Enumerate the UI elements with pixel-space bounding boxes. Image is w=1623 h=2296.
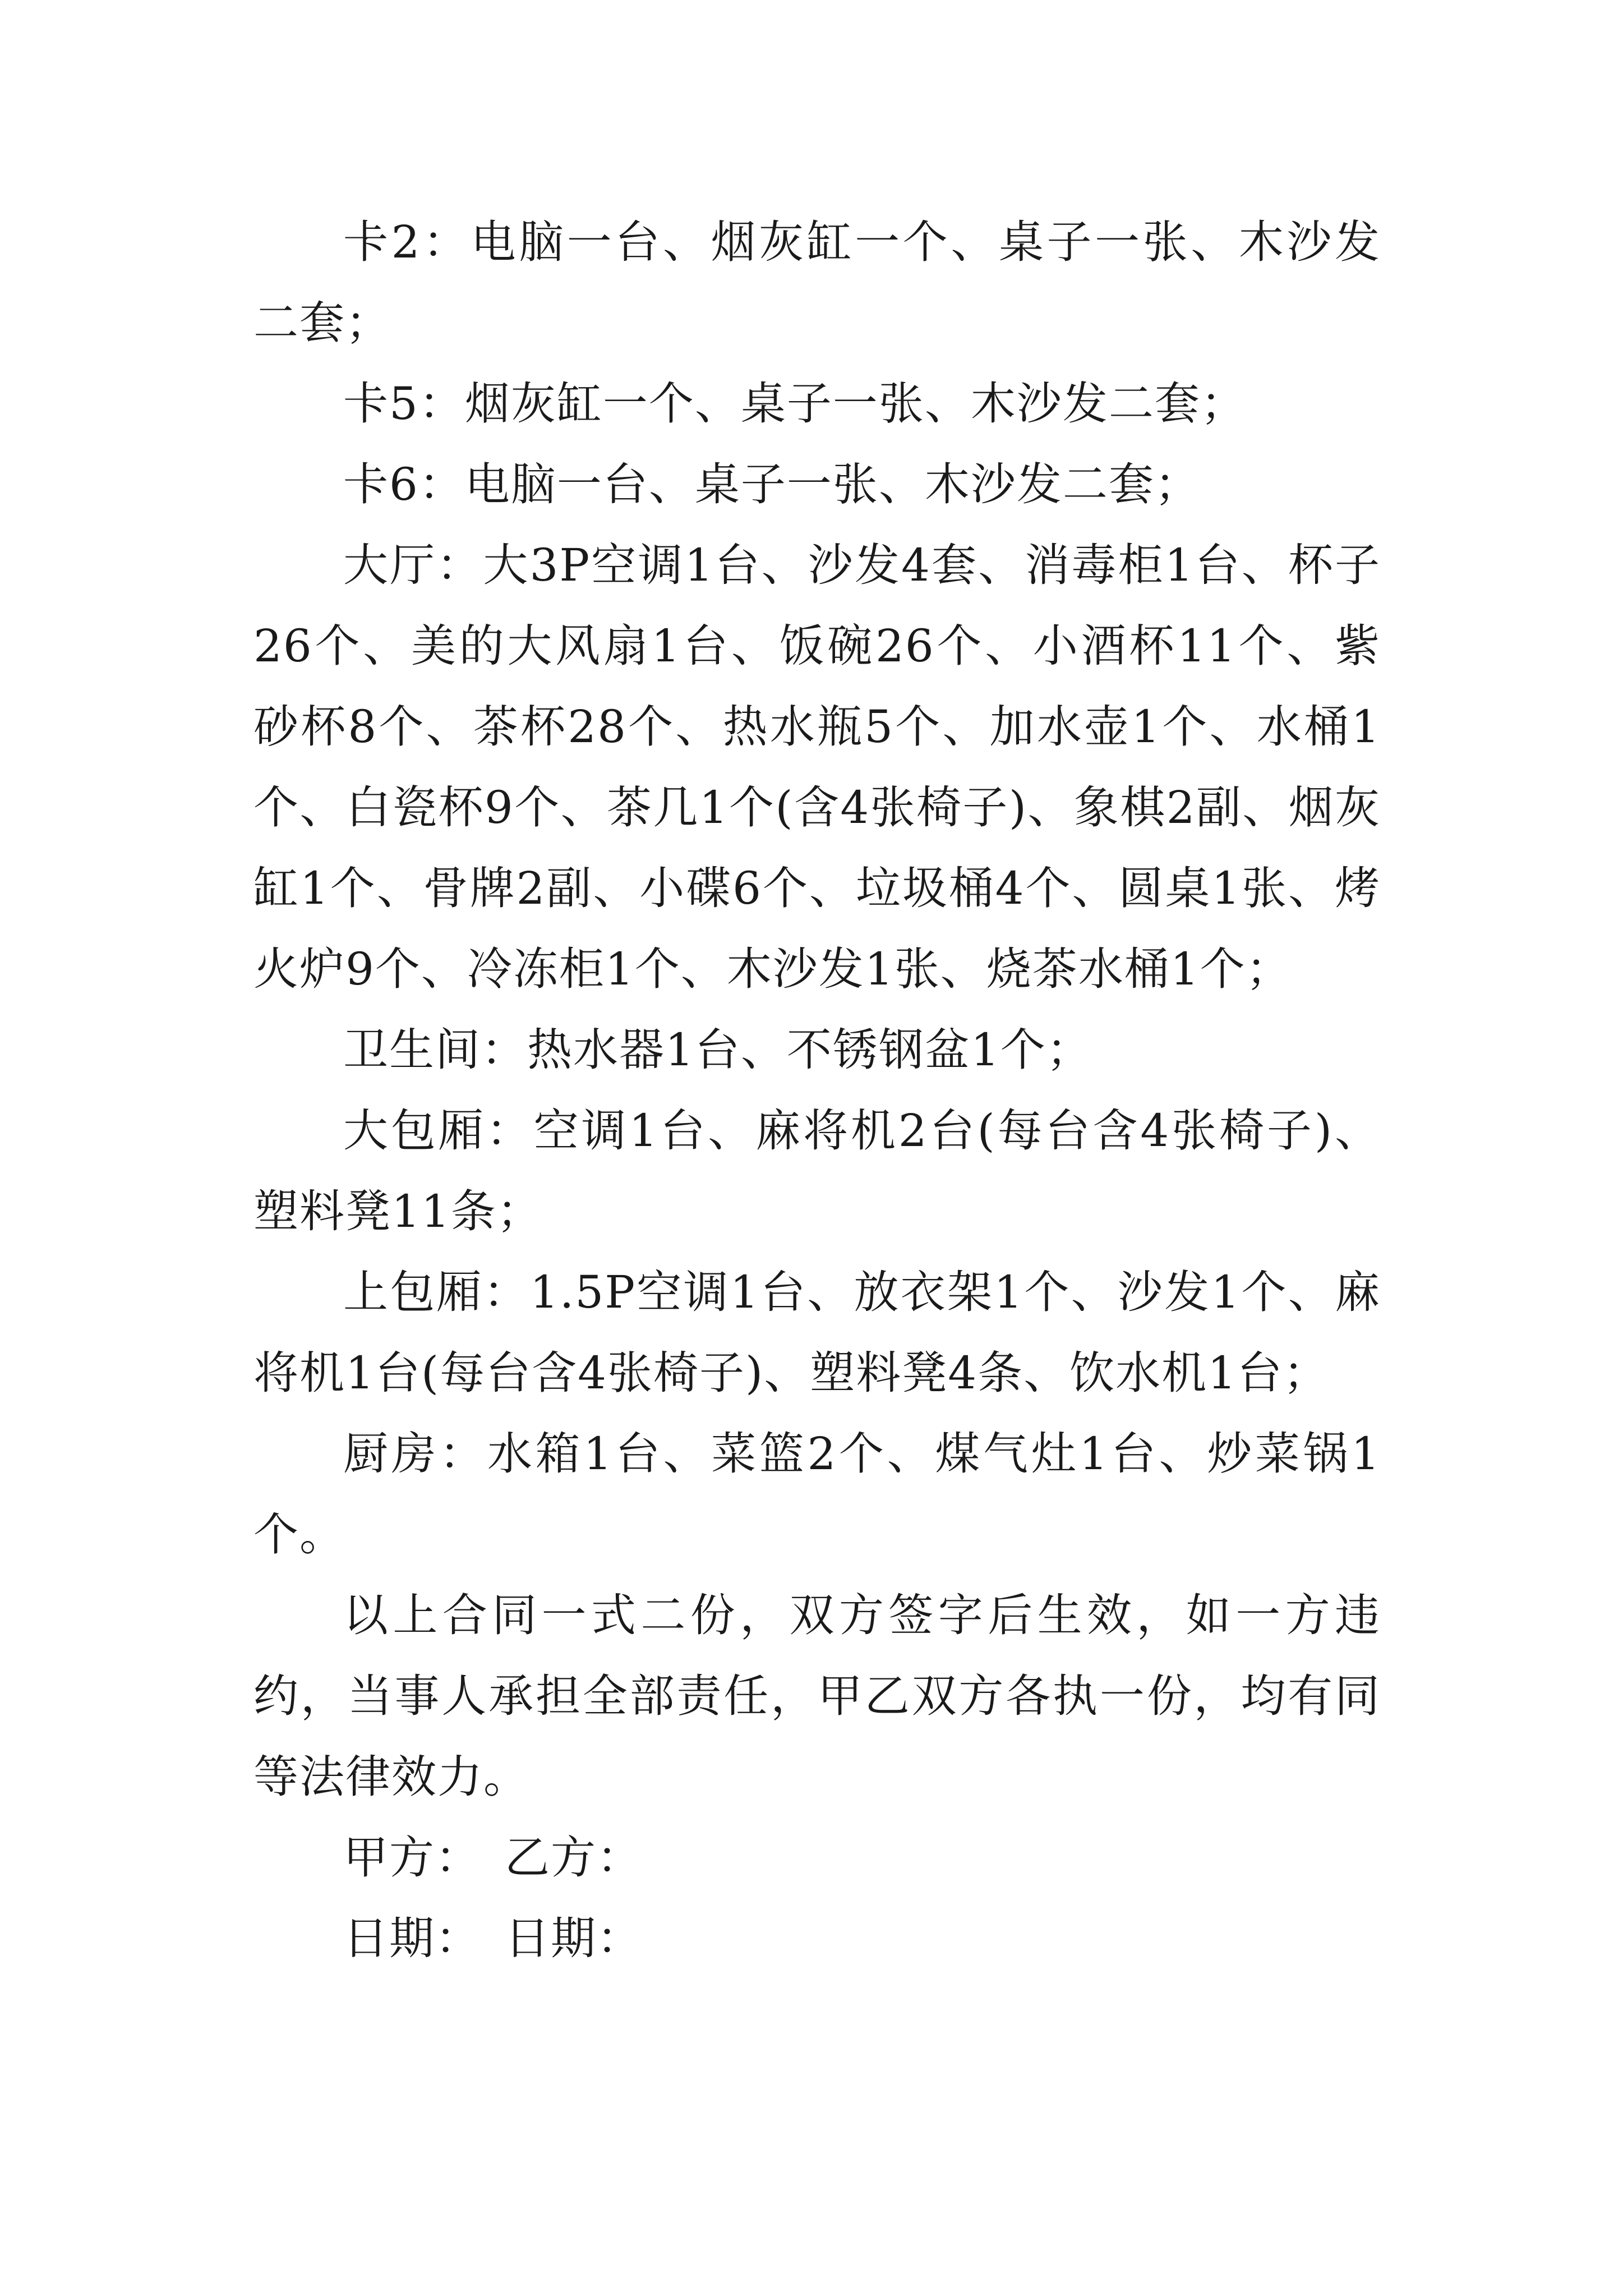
paragraph-upper-room: 上包厢：1.5P空调1台、放衣架1个、沙发1个、麻将机1台(每台含4张椅子)、塑料凳4条、饮水机1台； [253, 1266, 1381, 1399]
paragraph-ka2: 卡2：电脑一台、烟灰缸一个、桌子一张、木沙发二套； [253, 216, 1381, 349]
paragraph-ka5: 卡5：烟灰缸一个、桌子一张、木沙发二套； [343, 378, 1247, 430]
paragraph-hall: 大厅：大3P空调1台、沙发4套、消毒柜1台、杯子26个、美的大风扇1台、饭碗26个、小酒杯11个、紫砂杯8个、茶杯28个、热水瓶5个、加水壶1个、水桶1个、白瓷杯9个、茶几1个(含4张椅子)、象棋2副、烟灰缸1个、骨牌2副、小碟6个、垃圾桶4个、圆桌1张、烤火炉9个、冷冻柜1个、木沙发1张、烧茶水桶1个； [253, 539, 1381, 995]
document-body [253, 202, 1381, 1979]
paragraph-ka6: 卡6：电脑一台、桌子一张、木沙发二套； [343, 458, 1201, 510]
signature-date-line: 日期： 日期： [343, 1912, 643, 1964]
paragraph-contract-terms: 以上合同一式二份，双方签字后生效，如一方违约，当事人承担全部责任，甲乙双方各执一份，均有同等法律效力。 [253, 1589, 1381, 1803]
paragraph-bathroom: 卫生间：热水器1台、不锈钢盆1个； [343, 1024, 1092, 1076]
paragraph-large-room: 大包厢：空调1台、麻将机2台(每台含4张椅子)、塑料凳11条； [253, 1105, 1381, 1237]
paragraph-kitchen: 厨房：水箱1台、菜篮2个、煤气灶1台、炒菜锅1个。 [253, 1428, 1381, 1561]
signature-parties-line: 甲方： 乙方： [343, 1832, 643, 1884]
